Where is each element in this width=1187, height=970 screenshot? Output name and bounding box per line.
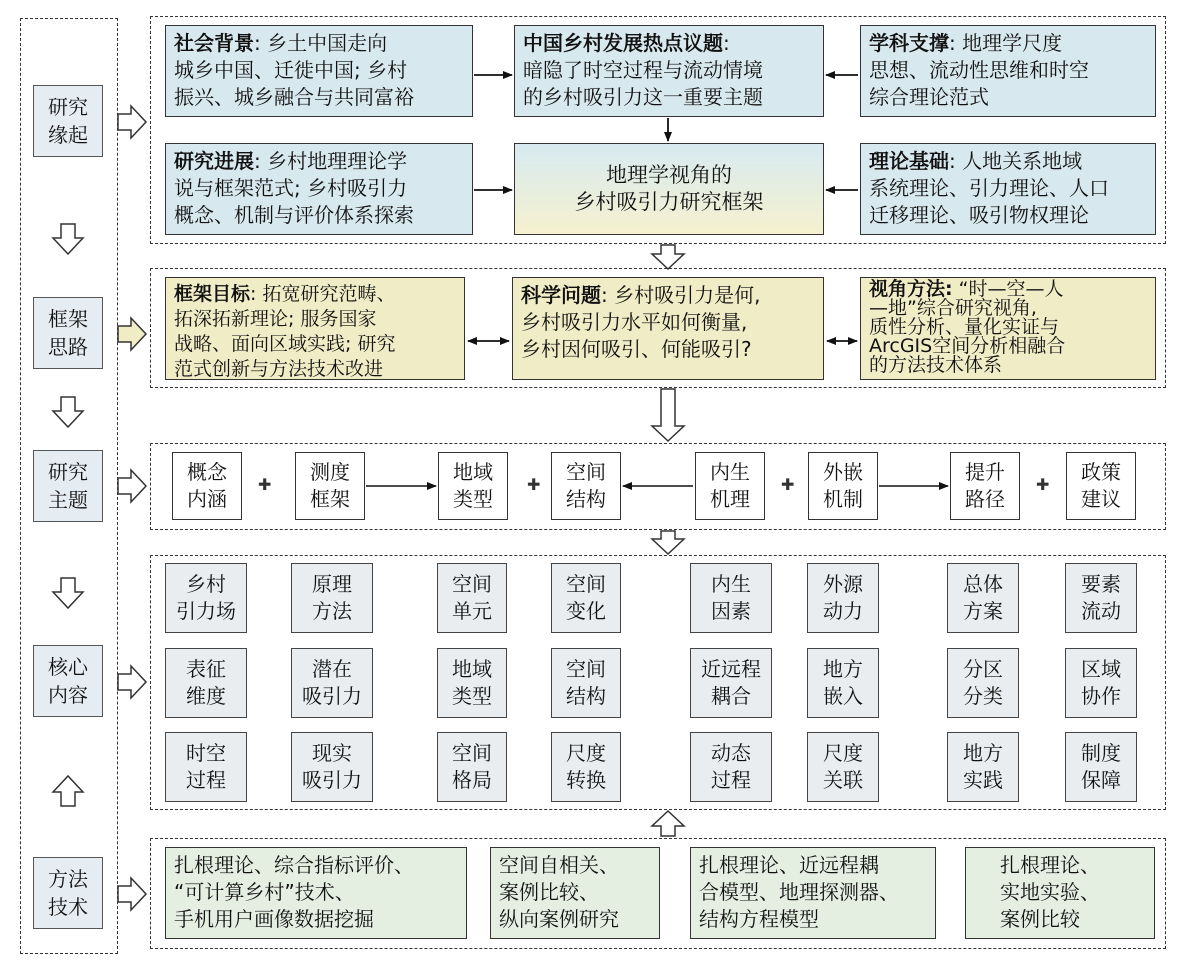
core-item: 区域 协作 xyxy=(1065,648,1137,718)
theme-box: 概念 内涵 xyxy=(172,452,242,520)
theme-box: 内生 机理 xyxy=(695,452,765,520)
hollow-arrow-down-icon xyxy=(53,224,83,254)
hollow-arrow-right-icon xyxy=(118,318,146,350)
hollow-arrow-down-icon xyxy=(652,531,684,554)
core-item: 空间 结构 xyxy=(551,648,621,718)
box-text: “时—空—人 —地”综合研究视角, 质性分析、量化实证与 ArcGIS空间分析相融合 的方法技术体系 xyxy=(869,278,1066,376)
core-item: 外源 动力 xyxy=(807,563,879,633)
box-title: 研究进展 xyxy=(174,149,254,173)
theme-box: 提升 路径 xyxy=(950,452,1020,520)
plus-icon: ✚ xyxy=(781,475,795,494)
core-item: 地方 嵌入 xyxy=(807,648,879,718)
label-framework: 框架 思路 xyxy=(33,297,103,369)
core-item: 尺度 关联 xyxy=(807,732,879,802)
hollow-arrow-down-icon xyxy=(53,578,83,608)
core-item: 空间 格局 xyxy=(437,732,507,802)
core-item: 空间 单元 xyxy=(437,563,507,633)
box-text: : 乡村地理理论学 说与框架范式; 乡村吸引力 概念、机制与评价体系探索 xyxy=(174,149,414,227)
plus-icon: ✚ xyxy=(527,475,541,494)
hollow-arrow-right-icon xyxy=(118,878,146,910)
box-text: : 暗隐了时空过程与流动情境 的乡村吸引力这一重要主题 xyxy=(523,31,763,109)
label-theme: 研究 主题 xyxy=(33,450,103,522)
core-item: 潜在 吸引力 xyxy=(291,648,373,718)
core-item: 近远程 耦合 xyxy=(690,648,772,718)
label-origin: 研究 缘起 xyxy=(33,85,103,157)
hollow-arrow-up-icon xyxy=(652,811,684,836)
box-title: 视角方法: xyxy=(869,278,953,300)
hollow-arrow-down-icon xyxy=(53,397,83,427)
label-method: 方法 技术 xyxy=(33,857,103,929)
plus-icon: ✚ xyxy=(1036,475,1050,494)
method-box: 扎根理论、近远程耦 合模型、地理探测器、 结构方程模型 xyxy=(690,847,936,939)
box-text: : 人地关系地域 系统理论、引力理论、人口 迁移理论、吸引物权理论 xyxy=(869,149,1109,227)
core-item: 乡村 引力场 xyxy=(165,563,247,633)
method-box: 扎根理论、综合指标评价、 “可计算乡村”技术、 手机用户画像数据挖掘 xyxy=(165,847,467,939)
box-title: 理论基础 xyxy=(869,149,949,173)
hollow-arrow-down-icon xyxy=(652,245,684,269)
box-text: : 地理学尺度 思想、流动性思维和时空 综合理论范式 xyxy=(869,31,1089,109)
theme-box: 空间 结构 xyxy=(551,452,621,520)
core-item: 地方 实践 xyxy=(947,732,1019,802)
core-item: 现实 吸引力 xyxy=(291,732,373,802)
core-item: 分区 分类 xyxy=(947,648,1019,718)
core-item: 动态 过程 xyxy=(690,732,772,802)
core-item: 地域 类型 xyxy=(437,648,507,718)
box-text: : 乡土中国走向 城乡中国、迁徙中国; 乡村 振兴、城乡融合与共同富裕 xyxy=(174,31,414,109)
hollow-arrow-right-icon xyxy=(118,106,146,138)
box-title: 社会背景 xyxy=(174,31,254,55)
box-text: : 乡村吸引力是何, 乡村吸引力水平如何衡量, 乡村因何吸引、何能吸引? xyxy=(521,283,761,361)
method-box: 空间自相关、 案例比较、 纵向案例研究 xyxy=(490,847,660,939)
theme-box: 测度 框架 xyxy=(295,452,365,520)
theme-box: 地域 类型 xyxy=(438,452,508,520)
theme-box: 政策 建议 xyxy=(1066,452,1136,520)
core-item: 尺度 转换 xyxy=(551,732,621,802)
box-title: 科学问题 xyxy=(521,283,601,307)
core-item: 要素 流动 xyxy=(1065,563,1137,633)
box-title: 学科支撑 xyxy=(869,31,949,55)
label-core: 核心 内容 xyxy=(33,645,103,717)
hollow-arrow-right-icon xyxy=(118,666,146,698)
hollow-arrow-up-icon xyxy=(53,776,83,806)
box-research-framework: 地理学视角的 乡村吸引力研究框架 xyxy=(514,143,824,235)
box-text: : 拓宽研究范畴、 拓深拓新理论; 服务国家 战略、面向区域实践; 研究 范式创新与方法技术改进 xyxy=(174,283,396,380)
core-item: 总体 方案 xyxy=(947,563,1019,633)
core-item: 空间 变化 xyxy=(551,563,621,633)
plus-icon: ✚ xyxy=(258,475,272,494)
hollow-arrow-down-icon xyxy=(652,389,684,441)
theme-box: 外嵌 机制 xyxy=(808,452,878,520)
core-item: 内生 因素 xyxy=(690,563,772,633)
hollow-arrow-right-icon xyxy=(118,470,146,502)
box-title: 框架目标 xyxy=(174,283,251,305)
core-item: 表征 维度 xyxy=(165,648,247,718)
method-box: 扎根理论、 实地实验、 案例比较 xyxy=(965,847,1155,939)
box-title: 中国乡村发展热点议题 xyxy=(523,31,723,55)
core-item: 制度 保障 xyxy=(1065,732,1137,802)
core-item: 原理 方法 xyxy=(291,563,373,633)
core-item: 时空 过程 xyxy=(165,732,247,802)
